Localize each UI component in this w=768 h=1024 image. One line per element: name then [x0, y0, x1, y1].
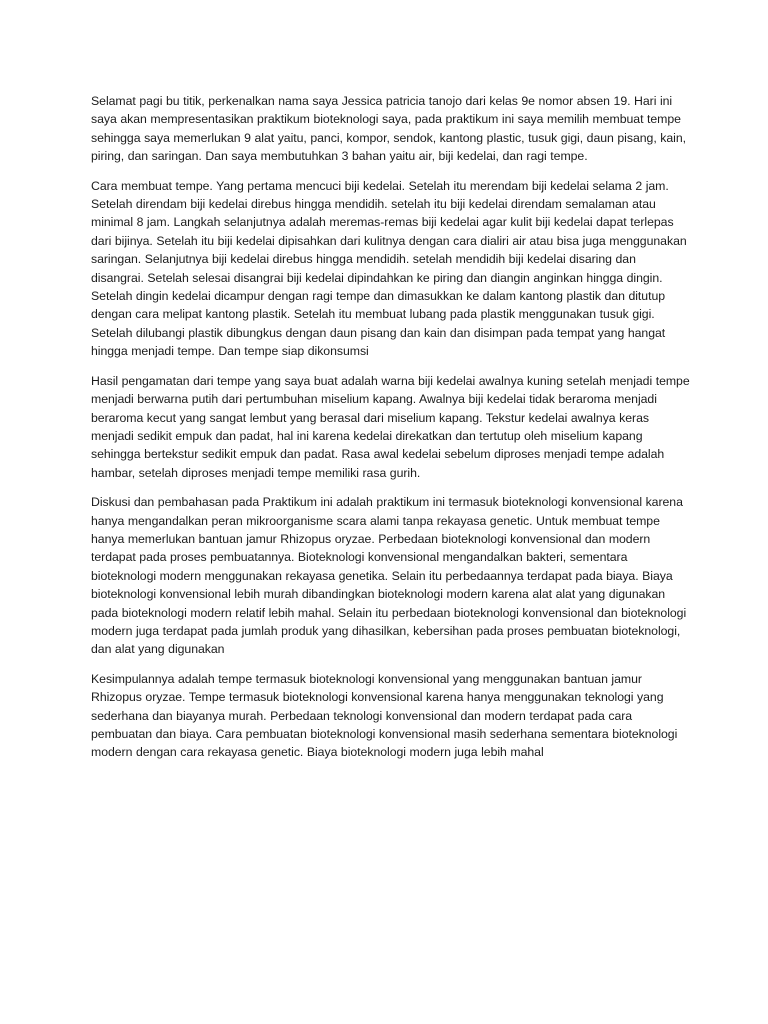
- paragraph-procedure: Cara membuat tempe. Yang pertama mencuci biji kedelai. Setelah itu merendam biji kedelai selama 2 jam. Setelah direndam biji kedelai direbus hingga mendidih. setelah itu biji kedelai direndam semalaman atau minimal 8 jam. Langkah selanjutnya adalah meremas-remas biji kedelai agar kulit biji kedelai dapat terlepas dari bijinya. Setelah itu biji kedelai dipisahkan dari kulitnya dengan cara dialiri air atau bisa juga menggunakan saringan. Selanjutnya biji kedelai direbus hingga mendidih. setelah mendidih biji kedelai disaring dan disangrai. Setelah selesai disangrai biji kedelai dipindahkan ke piring dan diangin anginkan hingga dingin. Setelah dingin kedelai dicampur dengan ragi tempe dan dimasukkan ke dalam kantong plastik dan ditutup dengan cara melipat kantong plastik. Setelah itu membuat lubang pada plastik menggunakan tusuk gigi. Setelah dilubangi plastik dibungkus dengan daun pisang dan kain dan disimpan pada tempat yang hangat hingga menjadi tempe. Dan tempe siap dikonsumsi: [91, 178, 687, 359]
- paragraph-discussion: Diskusi dan pembahasan pada Praktikum ini adalah praktikum ini termasuk bioteknologi konvensional karena hanya mengandalkan peran mikroorganisme scara alami tanpa rekayasa genetic. Untuk membuat tempe hanya memerlukan bantuan jamur Rhizopus oryzae. Perbedaan bioteknologi konvensional dan modern terdapat pada proses pembuatannya. Bioteknologi konvensional mengandalkan bakteri, sementara bioteknologi modern menggunakan rekayasa genetika. Selain itu perbedaannya terdapat pada biaya. Biaya bioteknologi konvensional lebih murah dibandingkan bioteknologi modern karena alat alat yang digunakan pada bioteknologi modern relatif lebih mahal. Selain itu perbedaan bioteknologi konvensional dan bioteknologi modern juga terdapat pada jumlah produk yang dihasilkan, kebersihan pada proses pembuatan bioteknologi, dan alat yang digunakan: [91, 495, 687, 657]
- paragraph-observation: Hasil pengamatan dari tempe yang saya buat adalah warna biji kedelai awalnya kuning setelah menjadi tempe menjadi berwarna putih dari pertumbuhan miselium kapang. Awalnya biji kedelai tidak beraroma menjadi beraroma kecut yang sangat lembut yang berasal dari miselium kapang. Tekstur kedelai awalnya keras menjadi sedikit empuk dan padat, hal ini karena kedelai direkatkan dan tertutup oleh miselium kapang sehingga bertekstur sedikit empuk dan padat. Rasa awal kedelai sebelum diproses menjadi tempe adalah hambar, setelah diproses menjadi tempe memiliki rasa gurih.: [91, 373, 690, 480]
- paragraph-conclusion: Kesimpulannya adalah tempe termasuk bioteknologi konvensional yang menggunakan bantuan jamur Rhizopus oryzae. Tempe termasuk bioteknologi konvensional karena hanya menggunakan teknologi yang sederhana dan biayanya murah. Perbedaan teknologi konvensional dan modern terdapat pada cara pembuatan dan biaya. Cara pembuatan bioteknologi konvensional masih sederhana sementara bioteknologi modern dengan cara rekayasa genetic. Biaya bioteknologi modern juga lebih mahal: [91, 671, 678, 760]
- paragraph-introduction: Selamat pagi bu titik, perkenalkan nama saya Jessica patricia tanojo dari kelas 9e nomor absen 19. Hari ini saya akan mempresentasikan praktikum bioteknologi saya, pada praktikum ini saya memilih membuat tempe sehingga saya memerlukan 9 alat yaitu, panci, kompor, sendok, kantong plastic, tusuk gigi, daun pisang, kain, piring, dan saringan. Dan saya membutuhkan 3 bahan yaitu air, biji kedelai, dan ragi tempe.: [91, 94, 686, 164]
